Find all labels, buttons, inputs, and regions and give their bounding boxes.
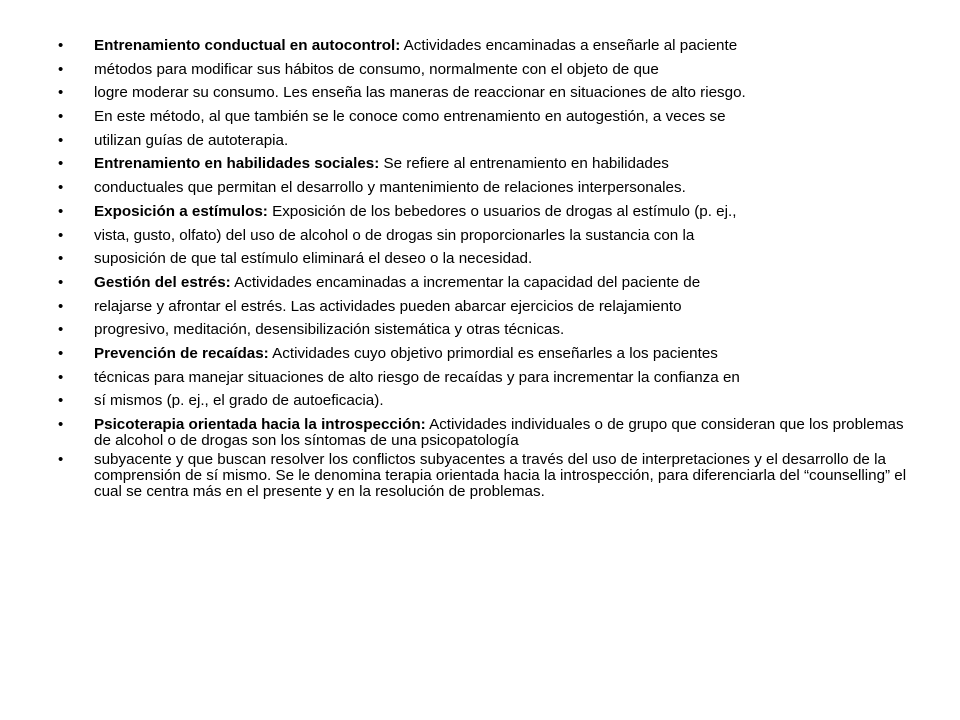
bullet-icon: •: [58, 108, 64, 126]
list-item: [58, 251, 908, 267]
item-lead: Prevención de recaídas:: [94, 344, 269, 362]
bullet-icon: •: [58, 226, 64, 244]
item-text: utilizan guías de autoterapia.: [94, 131, 289, 149]
list-item: [58, 109, 908, 125]
item-lead: Gestión del estrés:: [94, 273, 231, 291]
item-text: subyacente y que buscan resolver los conflictos subyacentes a través del uso de interpretaciones y el desarrollo de la comprensión de sí mismo. Se le denomina terapia orientada hacia la introspección, para diferenciarla del “counselling” el cual se centra más en el presente y en la resolución de problemas.: [94, 451, 907, 500]
item-text: En este método, al que también se le conoce como entrenamiento en autogestión, a veces se: [94, 108, 726, 126]
list-item: [58, 275, 908, 291]
list-item: [58, 133, 908, 149]
bullet-icon: •: [58, 297, 64, 315]
item-text: Actividades individuales o de grupo que consideran que los problemas de alcohol o de drogas son los síntomas de una psicopatología: [94, 416, 904, 449]
list-item: [58, 85, 908, 101]
item-text: Exposición de los bebedores o usuarios de drogas al estímulo (p. ej.,: [267, 202, 737, 220]
item-text: métodos para modificar sus hábitos de consumo, normalmente con el objeto de que: [94, 60, 659, 78]
bullet-icon: •: [58, 155, 64, 173]
bullet-icon: •: [58, 37, 64, 54]
item-lead: Entrenamiento en habilidades sociales:: [94, 155, 380, 173]
bullet-icon: •: [58, 60, 64, 78]
item-text: progresivo, meditación, desensibilización sistemática y otras técnicas.: [94, 321, 565, 339]
item-text: conductuales que permitan el desarrollo y mantenimiento de relaciones interpersonales.: [94, 179, 686, 197]
list-item: [58, 417, 908, 449]
list-item: [58, 204, 908, 220]
item-text: relajarse y afrontar el estrés. Las actividades pueden abarcar ejercicios de relajamiento: [94, 297, 682, 315]
bullet-icon: •: [58, 202, 64, 220]
item-text: suposición de que tal estímulo eliminará el deseo o la necesidad.: [94, 250, 533, 268]
item-text: Actividades cuyo objetivo primordial es enseñarles a los pacientes: [268, 344, 718, 362]
bullet-icon: •: [58, 451, 64, 468]
bullet-list: [58, 38, 908, 500]
bullet-icon: •: [58, 179, 64, 197]
item-lead: Exposición a estímulos:: [94, 202, 268, 220]
item-lead: Psicoterapia orientada hacia la introspección:: [94, 416, 426, 433]
list-item: [58, 228, 908, 244]
list-item: [58, 38, 908, 54]
bullet-icon: •: [58, 250, 64, 268]
item-text: técnicas para manejar situaciones de alto riesgo de recaídas y para incrementar la confianza en: [94, 368, 740, 386]
item-text: Actividades encaminadas a incrementar la capacidad del paciente de: [230, 273, 701, 291]
list-item: [58, 370, 908, 386]
bullet-icon: •: [58, 392, 64, 410]
bullet-icon: •: [58, 131, 64, 149]
bullet-icon: •: [58, 368, 64, 386]
bullet-icon: •: [58, 344, 64, 362]
bullet-icon: •: [58, 84, 64, 102]
item-text: logre moderar su consumo. Les enseña las maneras de reaccionar en situaciones de alto riesgo.: [94, 84, 746, 102]
list-item: [58, 299, 908, 315]
list-item: [58, 62, 908, 78]
list-item: [58, 156, 908, 172]
item-text: Se refiere al entrenamiento en habilidades: [379, 155, 669, 173]
item-lead: Entrenamiento conductual en autocontrol:: [94, 37, 401, 54]
list-item: [58, 180, 908, 196]
bullet-icon: •: [58, 416, 64, 433]
item-text: vista, gusto, olfato) del uso de alcohol o de drogas sin proporcionarles la sustancia con la: [94, 226, 695, 244]
list-item: [58, 322, 908, 338]
list-item: [58, 346, 908, 362]
item-text: Actividades encaminadas a enseñarle al paciente: [400, 37, 738, 54]
list-item: [58, 393, 908, 409]
bullet-icon: •: [58, 273, 64, 291]
list-item: [58, 452, 908, 500]
bullet-icon: •: [58, 321, 64, 339]
item-text: sí mismos (p. ej., el grado de autoeficacia).: [94, 392, 384, 410]
